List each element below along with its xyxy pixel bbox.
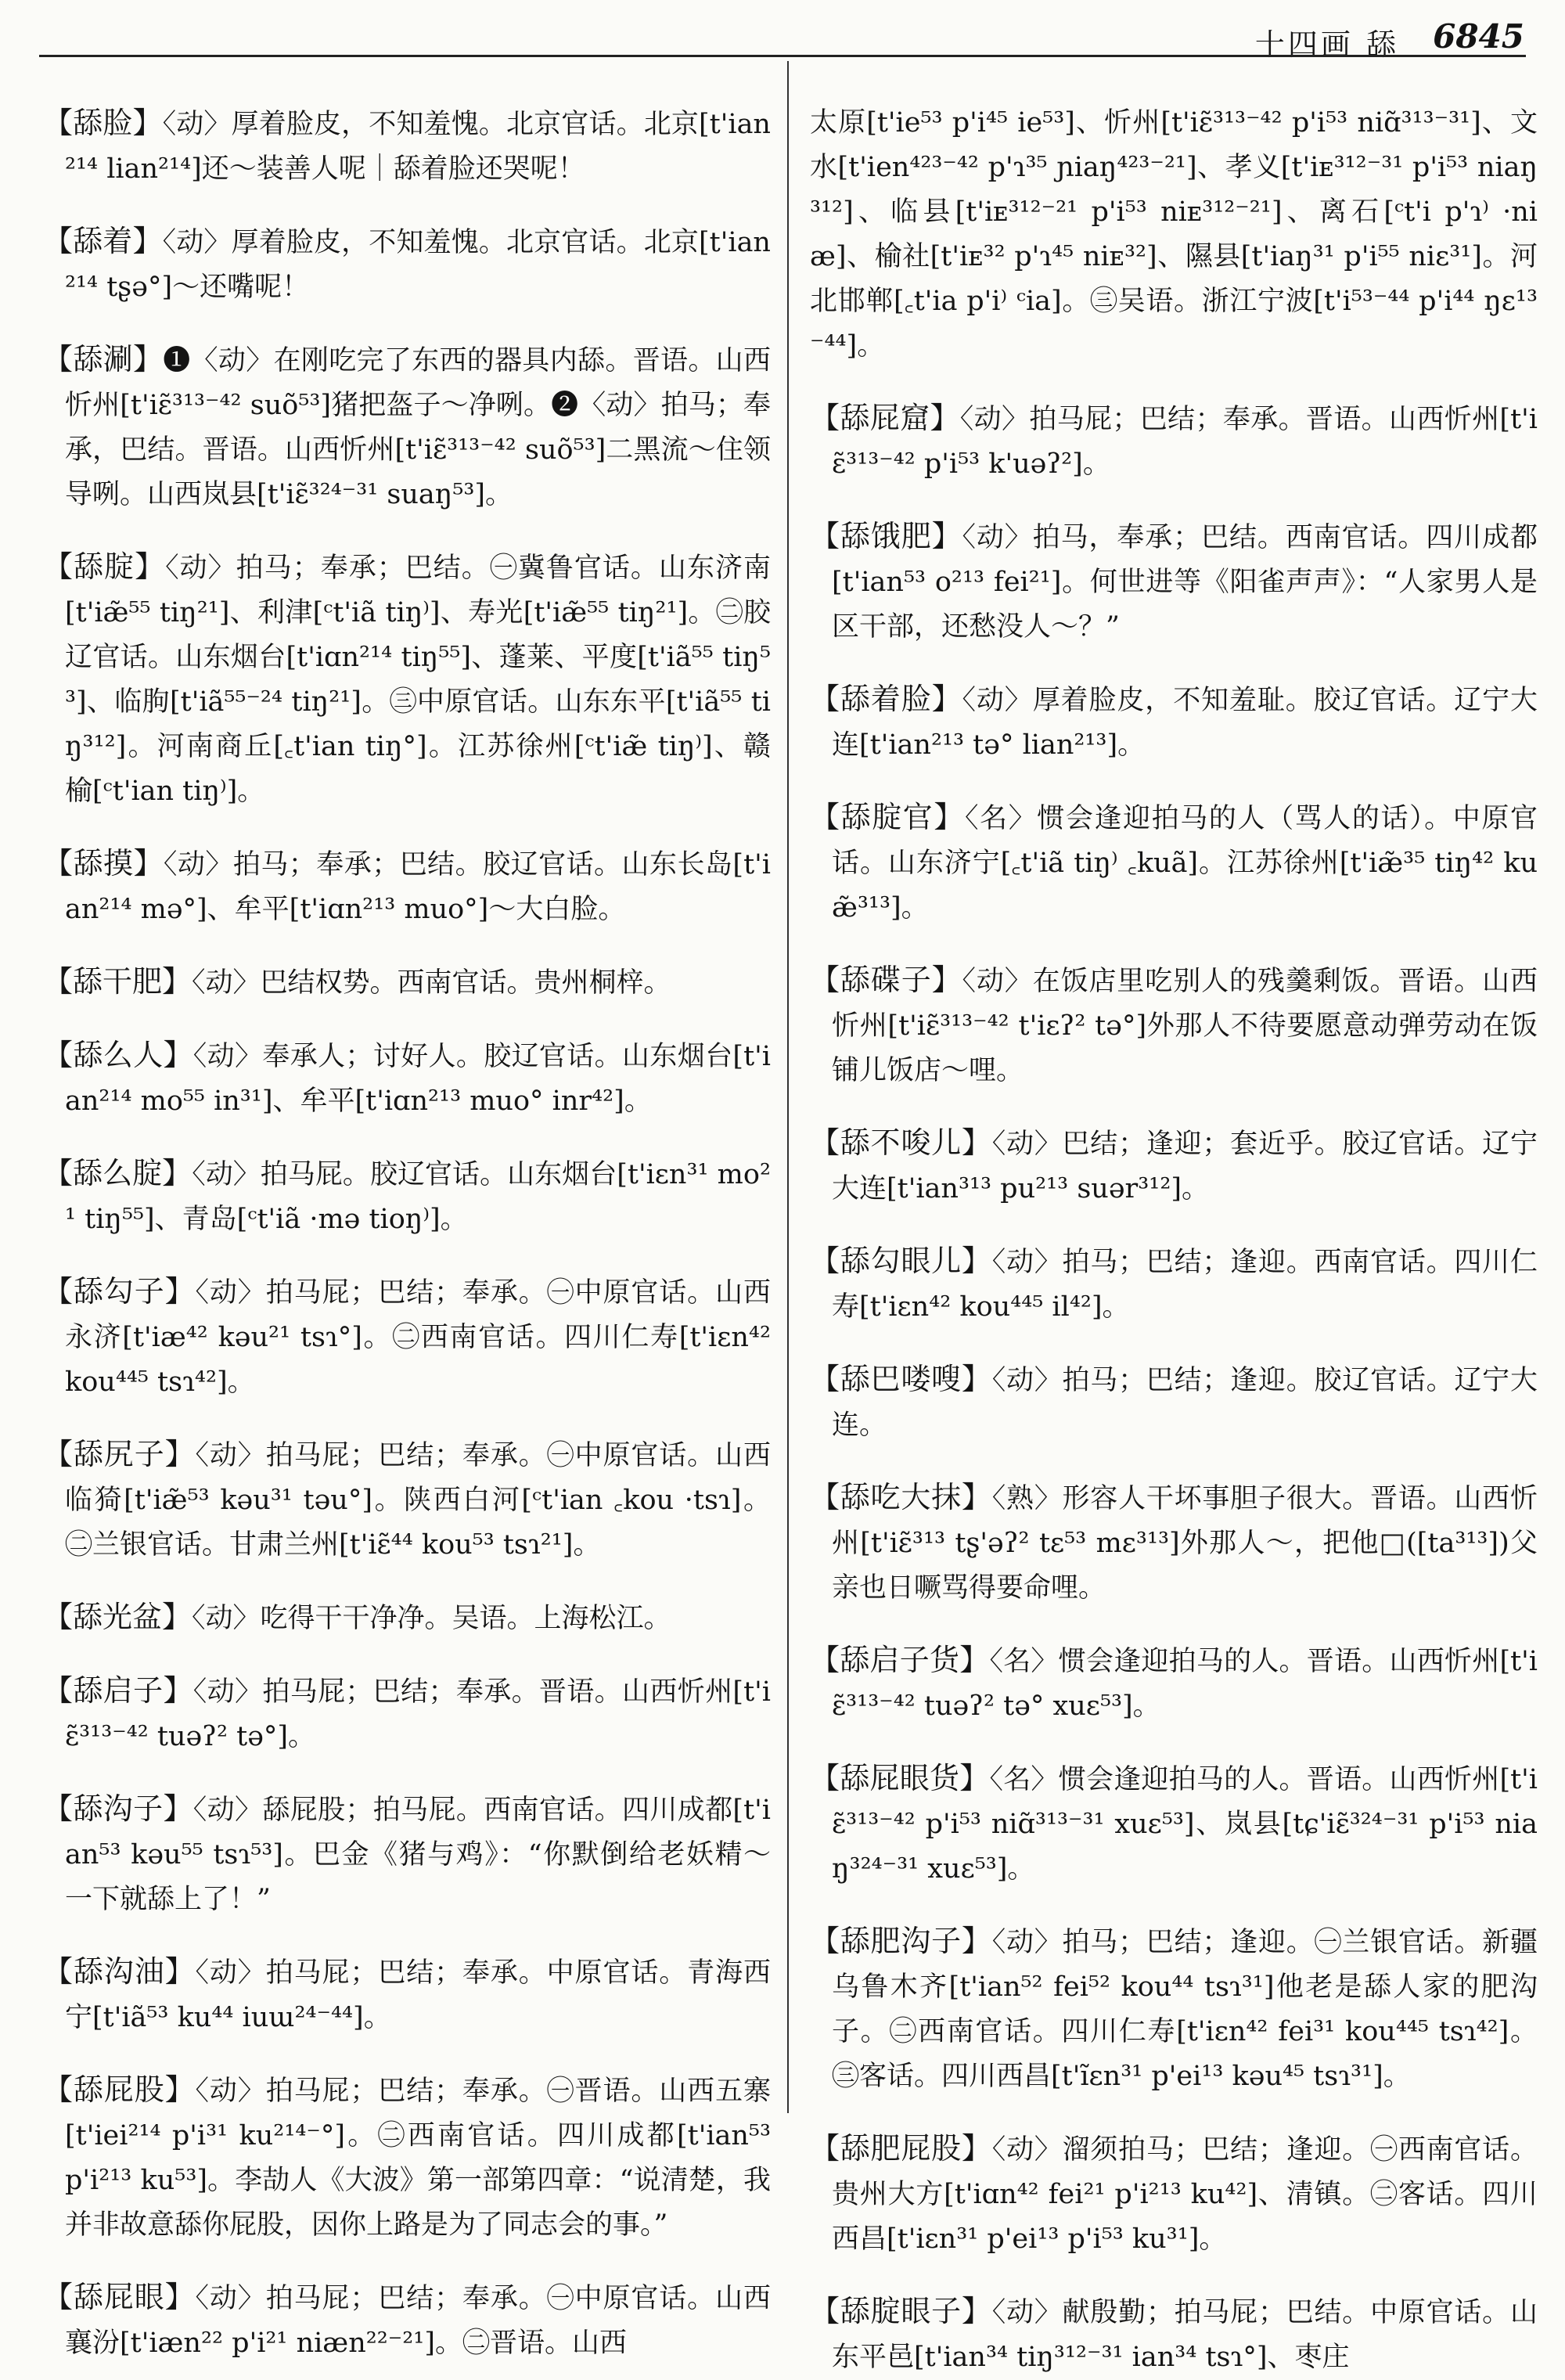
entry-definition: 〈动〉拍马；奉承；巴结。胶辽官话。山东长岛[t'ian²¹⁴ mə°]、牟平[t'iɑn²¹³ muo°]～大白脸。: [65, 849, 771, 925]
entry-definition: 〈动〉拍马屁；巴结；奉承。晋语。山西忻州[t'iɛ̃³¹³⁻⁴² p'i⁵³ k'uəʔ²]。: [832, 404, 1538, 480]
dictionary-entry: [43, 1151, 771, 1242]
entry-definition: 〈动〉厚着脸皮，不知羞愧。北京官话。北京[t'ian²¹⁴ lian²¹⁴]还～装善人呢｜舔着脸还哭呢！: [65, 109, 771, 185]
dictionary-entry: [43, 960, 771, 1006]
entry-definition: 〈熟〉形容人干坏事胆子很大。晋语。山西忻州[t'iɛ̃³¹³ tʂ'əʔ² tɛ⁵³ mɛ³¹³]外那人～，把他□([ta³¹³])父亲也日噘骂得要命哩。: [832, 1483, 1538, 1604]
dictionary-entry: [43, 1595, 771, 1641]
entry-headword: 【 舔腚眼子 】: [810, 2294, 992, 2328]
dictionary-entry: [810, 1756, 1538, 1892]
entry-headword: 【 舔巴喽嗖 】: [810, 1362, 992, 1396]
entry-definition: 〈动〉拍马；巴结；逢迎。西南官话。四川仁寿[t'iɛn⁴² kou⁴⁴⁵ il⁴²]。: [832, 1247, 1538, 1323]
entry-definition: 太原[t'ie⁵³ p'i⁴⁵ ie⁵³]、忻州[t'iɛ̃³¹³⁻⁴² p'i⁵³ niɑ̃³¹³⁻³¹]、文水[t'ien⁴²³⁻⁴² p'ɿ³⁵ ɲiaŋ⁴²³⁻²¹]、孝义[t'iᴇ³¹²⁻³¹ p'i⁵³ niaŋ³¹²]、临县[t'iᴇ³¹²⁻²¹ p'i⁵³ niᴇ³¹²⁻²¹]、离石[ᶜt'i p'ɿ⁾ ·niæ]、榆社[t'iᴇ³² p'ɿ⁴⁵ niᴇ³²]、隰县[t'iaŋ³¹ p'i⁵⁵ niɛ³¹]。河北邯郸[꜀t'ia p'i⁾ ᶜia]。㊂吴语。浙江宁波[t'i⁵³⁻⁴⁴ p'i⁴⁴ ŋɛ¹³⁻⁴⁴]。: [810, 107, 1538, 362]
entry-headword: 【 舔勾子 】: [43, 1274, 196, 1309]
entry-headword: 【 舔吃大抹 】: [810, 1480, 992, 1514]
entry-headword: 【 舔沟油 】: [43, 1954, 196, 1989]
entry-headword: 【 舔肥屁股 】: [810, 2131, 992, 2166]
entry-definition: 〈动〉拍马；奉承；巴结。㊀冀鲁官话。山东济南[t'iæ̃⁵⁵ tiŋ²¹]、利津[ᶜt'iã tiŋ⁾]、寿光[t'iæ̃⁵⁵ tiŋ²¹]。㊁胶辽官话。山东烟台[t'iɑn²¹⁴ tiŋ⁵⁵]、蓬莱、平度[t'iã⁵⁵ tiŋ⁵³]、临朐[t'iã⁵⁵⁻²⁴ tiŋ²¹]。㊂中原官话。山东东平[t'iã⁵⁵ tiŋ³¹²]。河南商丘[꜀t'ian tiŋ°]。江苏徐州[ᶜt'iæ̃ tiŋ⁾]、赣榆[ᶜt'ian tiŋ⁾]。: [65, 553, 771, 807]
entry-headword: 【 舔肥沟子 】: [810, 1924, 992, 1958]
entry-headword: 【 舔启子货 】: [810, 1643, 989, 1677]
entry-definition: 〈动〉拍马屁；巴结；奉承。晋语。山西忻州[t'iɛ̃³¹³⁻⁴² tuəʔ² tə°]。: [65, 1676, 771, 1752]
dictionary-entry: [43, 1669, 771, 1759]
entry-definition: ❶〈动〉在刚吃完了东西的器具内舔。晋语。山西忻州[t'iɛ̃³¹³⁻⁴² suõ⁵³]猪把盔子～净咧。❷〈动〉拍马；奉承，巴结。晋语。山西忻州[t'iɛ̃³¹³⁻⁴² suõ⁵³]二黑流～住领导咧。山西岚县[t'iɛ̃³²⁴⁻³¹ suaŋ⁵³]。: [65, 345, 771, 510]
entry-headword: 【 舔腚 】: [43, 549, 165, 584]
dictionary-entry: [43, 1950, 771, 2040]
entry-headword: 【 舔沟子 】: [43, 1791, 193, 1826]
entry-headword: 【 舔么人 】: [43, 1038, 193, 1072]
dictionary-entry: [43, 1033, 771, 1124]
entry-headword: 【 舔不唆儿 】: [810, 1125, 992, 1160]
entry-headword: 【 舔光盆 】: [43, 1600, 192, 1634]
dictionary-entry: [810, 677, 1538, 768]
entry-definition: 〈动〉吃得干干净净。吴语。上海松江。: [192, 1603, 671, 1634]
left-column: [43, 74, 771, 2359]
entry-definition: 〈动〉献殷勤；拍马屁；巴结。中原官话。山东平邑[t'ian³⁴ tiŋ³¹²⁻³¹ ian³⁴ tsɿ°]、枣庄: [832, 2297, 1538, 2373]
entry-headword: 【 舔着 】: [43, 224, 163, 258]
entry-definition: 〈动〉厚着脸皮，不知羞耻。胶辽官话。辽宁大连[t'ian²¹³ tə° lian²¹³]。: [832, 685, 1538, 761]
entry-definition: 〈名〉惯会逢迎拍马的人。晋语。山西忻州[t'iɛ̃³¹³⁻⁴² tuəʔ² tə° xuɛ⁵³]。: [832, 1646, 1538, 1722]
entry-definition: 〈动〉奉承人；讨好人。胶辽官话。山东烟台[t'ian²¹⁴ mo⁵⁵ in³¹]、牟平[t'iɑn²¹³ muo° inr⁴²]。: [65, 1041, 771, 1117]
dictionary-entry: [43, 1269, 771, 1405]
entry-definition: 〈动〉拍马，奉承；巴结。西南官话。四川成都[t'ian⁵³ o²¹³ fei²¹]。何世进等《阳雀声声》：“人家男人是区干部，还愁没人～？”: [832, 522, 1538, 643]
dictionary-entry: [810, 795, 1538, 931]
dictionary-entry: [810, 101, 1538, 369]
dictionary-entry: [810, 1239, 1538, 1330]
entry-definition: 〈动〉溜须拍马；巴结；逢迎。㊀西南官话。贵州大方[t'iɑn⁴² fei²¹ p'i²¹³ ku⁴²]、清镇。㊁客话。四川西昌[t'iɛn³¹ p'ei¹³ p'i⁵³ ku³¹]。: [832, 2134, 1538, 2255]
section-title: 十四画 舔: [1254, 27, 1399, 62]
entry-headword: 【 舔屁眼货 】: [810, 1761, 989, 1795]
dictionary-entry: [810, 396, 1538, 487]
entry-definition: 〈动〉拍马屁；巴结；奉承。㊀晋语。山西五寨[t'iei²¹⁴ p'i³¹ ku²¹⁴⁻°]。㊁西南官话。四川成都[t'ian⁵³ p'i²¹³ ku⁵³]。李劼人《大波》第一部第四章：“说清楚，我并非故意舔你屁股，因你上路是为了同志会的事。”: [65, 2076, 771, 2241]
page-number: 6845: [1433, 17, 1524, 56]
entry-definition: 〈动〉在饭店里吃别人的残羹剩饭。晋语。山西忻州[t'iɛ̃³¹³⁻⁴² t'iɛʔ² tə°]外那人不待要愿意动弹劳动在饭铺儿饭店～哩。: [832, 966, 1538, 1086]
dictionary-entry: [43, 219, 771, 310]
entry-headword: 【 舔摸 】: [43, 846, 164, 880]
entry-definition: 〈动〉拍马屁；巴结；奉承。㊀中原官话。山西临猗[t'iæ̃⁵³ kəu³¹ təu°]。陕西白河[ᶜt'ian ꜀kou ·tsɿ]。㊁兰银官话。甘肃兰州[t'iɛ̃⁴⁴ kou⁵³ tsɿ²¹]。: [65, 1440, 771, 1561]
entry-headword: 【 舔着脸 】: [810, 682, 962, 716]
entry-headword: 【 舔屁眼 】: [43, 2280, 196, 2314]
dictionary-entry: [43, 337, 771, 517]
entry-definition: 〈动〉舔屁股；拍马屁。西南官话。四川成都[t'ian⁵³ kəu⁵⁵ tsɿ⁵³]。巴金《猪与鸡》：“你默倒给老妖精～一下就舔上了！”: [65, 1795, 771, 1915]
dictionary-entry: [43, 545, 771, 814]
entry-definition: 〈动〉拍马屁；巴结；奉承。㊀中原官话。山西永济[t'iæ⁴² kəu²¹ tsɿ°]。㊁西南官话。四川仁寿[t'iɛn⁴² kou⁴⁴⁵ tsɿ⁴²]。: [65, 1277, 771, 1398]
entry-headword: 【 舔饿肥 】: [810, 519, 962, 553]
dictionary-entry: [810, 958, 1538, 1093]
column-divider: [787, 61, 789, 2113]
dictionary-entry: [810, 2126, 1538, 2262]
entry-headword: 【 舔尻子 】: [43, 1437, 196, 1471]
entry-headword: 【 舔干肥 】: [43, 964, 192, 999]
entry-headword: 【 舔脸 】: [43, 106, 163, 140]
dictionary-entry: [43, 1787, 771, 1922]
header-rule: [39, 55, 1526, 57]
dictionary-entry: [810, 514, 1538, 650]
dictionary-entry: [43, 2275, 771, 2366]
entry-definition: 〈动〉拍马屁；巴结；奉承。㊀中原官话。山西襄汾[t'iæn²² p'i²¹ niæn²²⁻²¹]。㊁晋语。山西: [65, 2283, 771, 2359]
entry-headword: 【 舔勾眼儿 】: [810, 1244, 992, 1278]
entry-definition: 〈动〉拍马屁；巴结；奉承。中原官话。青海西宁[t'iã⁵³ ku⁴⁴ iuɯ²⁴⁻⁴⁴]。: [65, 1957, 771, 2033]
dictionary-entry: [810, 1357, 1538, 1448]
dictionary-entry: [43, 2068, 771, 2248]
entry-headword: 【 舔屁窟 】: [810, 401, 960, 435]
entry-definition: 〈动〉巴结；逢迎；套近乎。胶辽官话。辽宁大连[t'ian³¹³ pu²¹³ suər³¹²]。: [832, 1129, 1538, 1204]
entry-definition: 〈名〉惯会逢迎拍马的人。晋语。山西忻州[t'iɛ̃³¹³⁻⁴² p'i⁵³ niɑ̃³¹³⁻³¹ xuɛ⁵³]、岚县[tɕ'iɛ̃³²⁴⁻³¹ p'i⁵³ niaŋ³²⁴⁻³¹ xuɛ⁵³]。: [832, 1764, 1538, 1885]
right-column: [810, 74, 1538, 2373]
dictionary-entry: [43, 101, 771, 192]
entry-definition: 〈动〉巴结权势。西南官话。贵州桐梓。: [192, 967, 671, 999]
dictionary-entry: [810, 2289, 1538, 2380]
entry-headword: 【 舔腚官 】: [810, 800, 965, 834]
page-header: [47, 14, 1524, 62]
entry-definition: 〈名〉惯会逢迎拍马的人（骂人的话）。中原官话。山东济宁[꜀t'iã tiŋ⁾ ꜀kuã]。江苏徐州[t'iæ̃³⁵ tiŋ⁴² kuæ̃³¹³]。: [832, 803, 1538, 924]
dictionary-entry: [810, 1121, 1538, 1212]
dictionary-entry: [810, 1919, 1538, 2099]
entry-headword: 【 舔碟子 】: [810, 963, 962, 997]
dictionary-entry: [810, 1638, 1538, 1729]
entry-definition: 〈动〉拍马屁。胶辽官话。山东烟台[t'iɛn³¹ mo²¹ tiŋ⁵⁵]、青岛[ᶜt'iã ·mə tioŋ⁾]。: [65, 1159, 771, 1235]
entry-definition: 〈动〉厚着脸皮，不知羞愧。北京官话。北京[t'ian²¹⁴ tʂə°]～还嘴呢！: [65, 227, 771, 303]
entry-headword: 【 舔涮 】: [43, 342, 163, 376]
dictionary-entry: [43, 841, 771, 932]
entry-headword: 【 舔启子 】: [43, 1673, 193, 1708]
entry-definition: 〈动〉拍马；巴结；逢迎。胶辽官话。辽宁大连。: [832, 1365, 1538, 1441]
dictionary-entry: [810, 1475, 1538, 1611]
entry-definition: 〈动〉拍马；巴结；逢迎。㊀兰银官话。新疆乌鲁木齐[t'ian⁵² fei⁵² kou⁴⁴ tsɿ³¹]他老是舔人家的肥沟子。㊁西南官话。四川仁寿[t'iɛn⁴² fei³¹ kou⁴⁴⁵ tsɿ⁴²]。㊂客话。四川西昌[t'ĩɛn³¹ p'ei¹³ kəu⁴⁵ tsɿ³¹]。: [832, 1927, 1538, 2092]
entry-headword: 【 舔么腚 】: [43, 1156, 192, 1190]
entry-headword: 【 舔屁股 】: [43, 2072, 196, 2107]
dictionary-entry: [43, 1432, 771, 1568]
